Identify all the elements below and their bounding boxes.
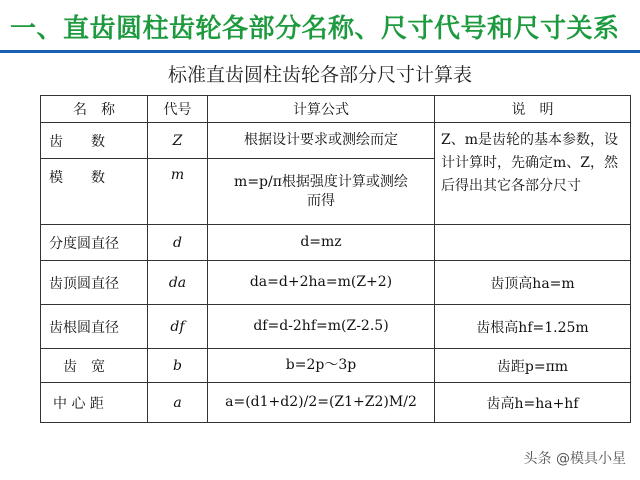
title-underline xyxy=(0,50,640,53)
row-note: 齿根高hf=1.25m xyxy=(435,305,631,349)
row-note: 齿顶高ha=m xyxy=(435,261,631,305)
row-name: 分度圆直径 xyxy=(41,225,148,261)
header-name: 名 称 xyxy=(41,96,148,123)
header-symbol: 代号 xyxy=(148,96,208,123)
row-symbol: da xyxy=(148,261,208,305)
row-formula: 根据设计要求或测绘而定 xyxy=(208,123,435,159)
table-row xyxy=(41,225,631,261)
row-formula: d=mz xyxy=(208,225,435,261)
merged-note: Z、m是齿轮的基本参数，设计计算时，先确定m、Z，然后得出其它各部分尺寸 xyxy=(435,123,631,225)
table-row xyxy=(41,383,631,423)
header-note: 说 明 xyxy=(435,96,631,123)
row-formula: df=d-2hf=m(Z-2.5) xyxy=(208,305,435,349)
row-symbol: m xyxy=(148,159,208,225)
watermark: 头条 @模具小星 xyxy=(523,451,626,467)
row-formula: da=d+2ha=m(Z+2) xyxy=(208,261,435,305)
header-formula: 计算公式 xyxy=(208,96,435,123)
row-symbol: Z xyxy=(148,123,208,159)
row-name: 模 数 xyxy=(41,159,148,225)
table-row xyxy=(41,261,631,305)
row-name: 齿顶圆直径 xyxy=(41,261,148,305)
row-formula: b=2p～3p xyxy=(208,349,435,383)
row-symbol: d xyxy=(148,225,208,261)
row-formula: a=(d1+d2)/2=(Z1+Z2)M/2 xyxy=(208,383,435,423)
row-symbol: b xyxy=(148,349,208,383)
row-name: 齿 宽 xyxy=(41,349,148,383)
table-row xyxy=(41,349,631,383)
row-symbol: df xyxy=(148,305,208,349)
row-note: 齿高h=ha+hf xyxy=(435,383,631,423)
table-row xyxy=(41,305,631,349)
row-name: 齿根圆直径 xyxy=(41,305,148,349)
table-row xyxy=(41,123,631,159)
row-name: 齿 数 xyxy=(41,123,148,159)
table-header-row xyxy=(41,96,631,123)
row-note: 齿距p=πm xyxy=(435,349,631,383)
row-name: 中 心 距 xyxy=(41,383,148,423)
row-symbol: a xyxy=(148,383,208,423)
row-note xyxy=(435,225,631,261)
gear-dimension-table xyxy=(40,95,631,423)
row-formula: m=p/π根据强度计算或测绘而得 xyxy=(208,159,435,225)
page-title: 一、直齿圆柱齿轮各部分名称、尺寸代号和尺寸关系 xyxy=(10,14,620,44)
table-caption: 标准直齿圆柱齿轮各部分尺寸计算表 xyxy=(167,64,472,86)
